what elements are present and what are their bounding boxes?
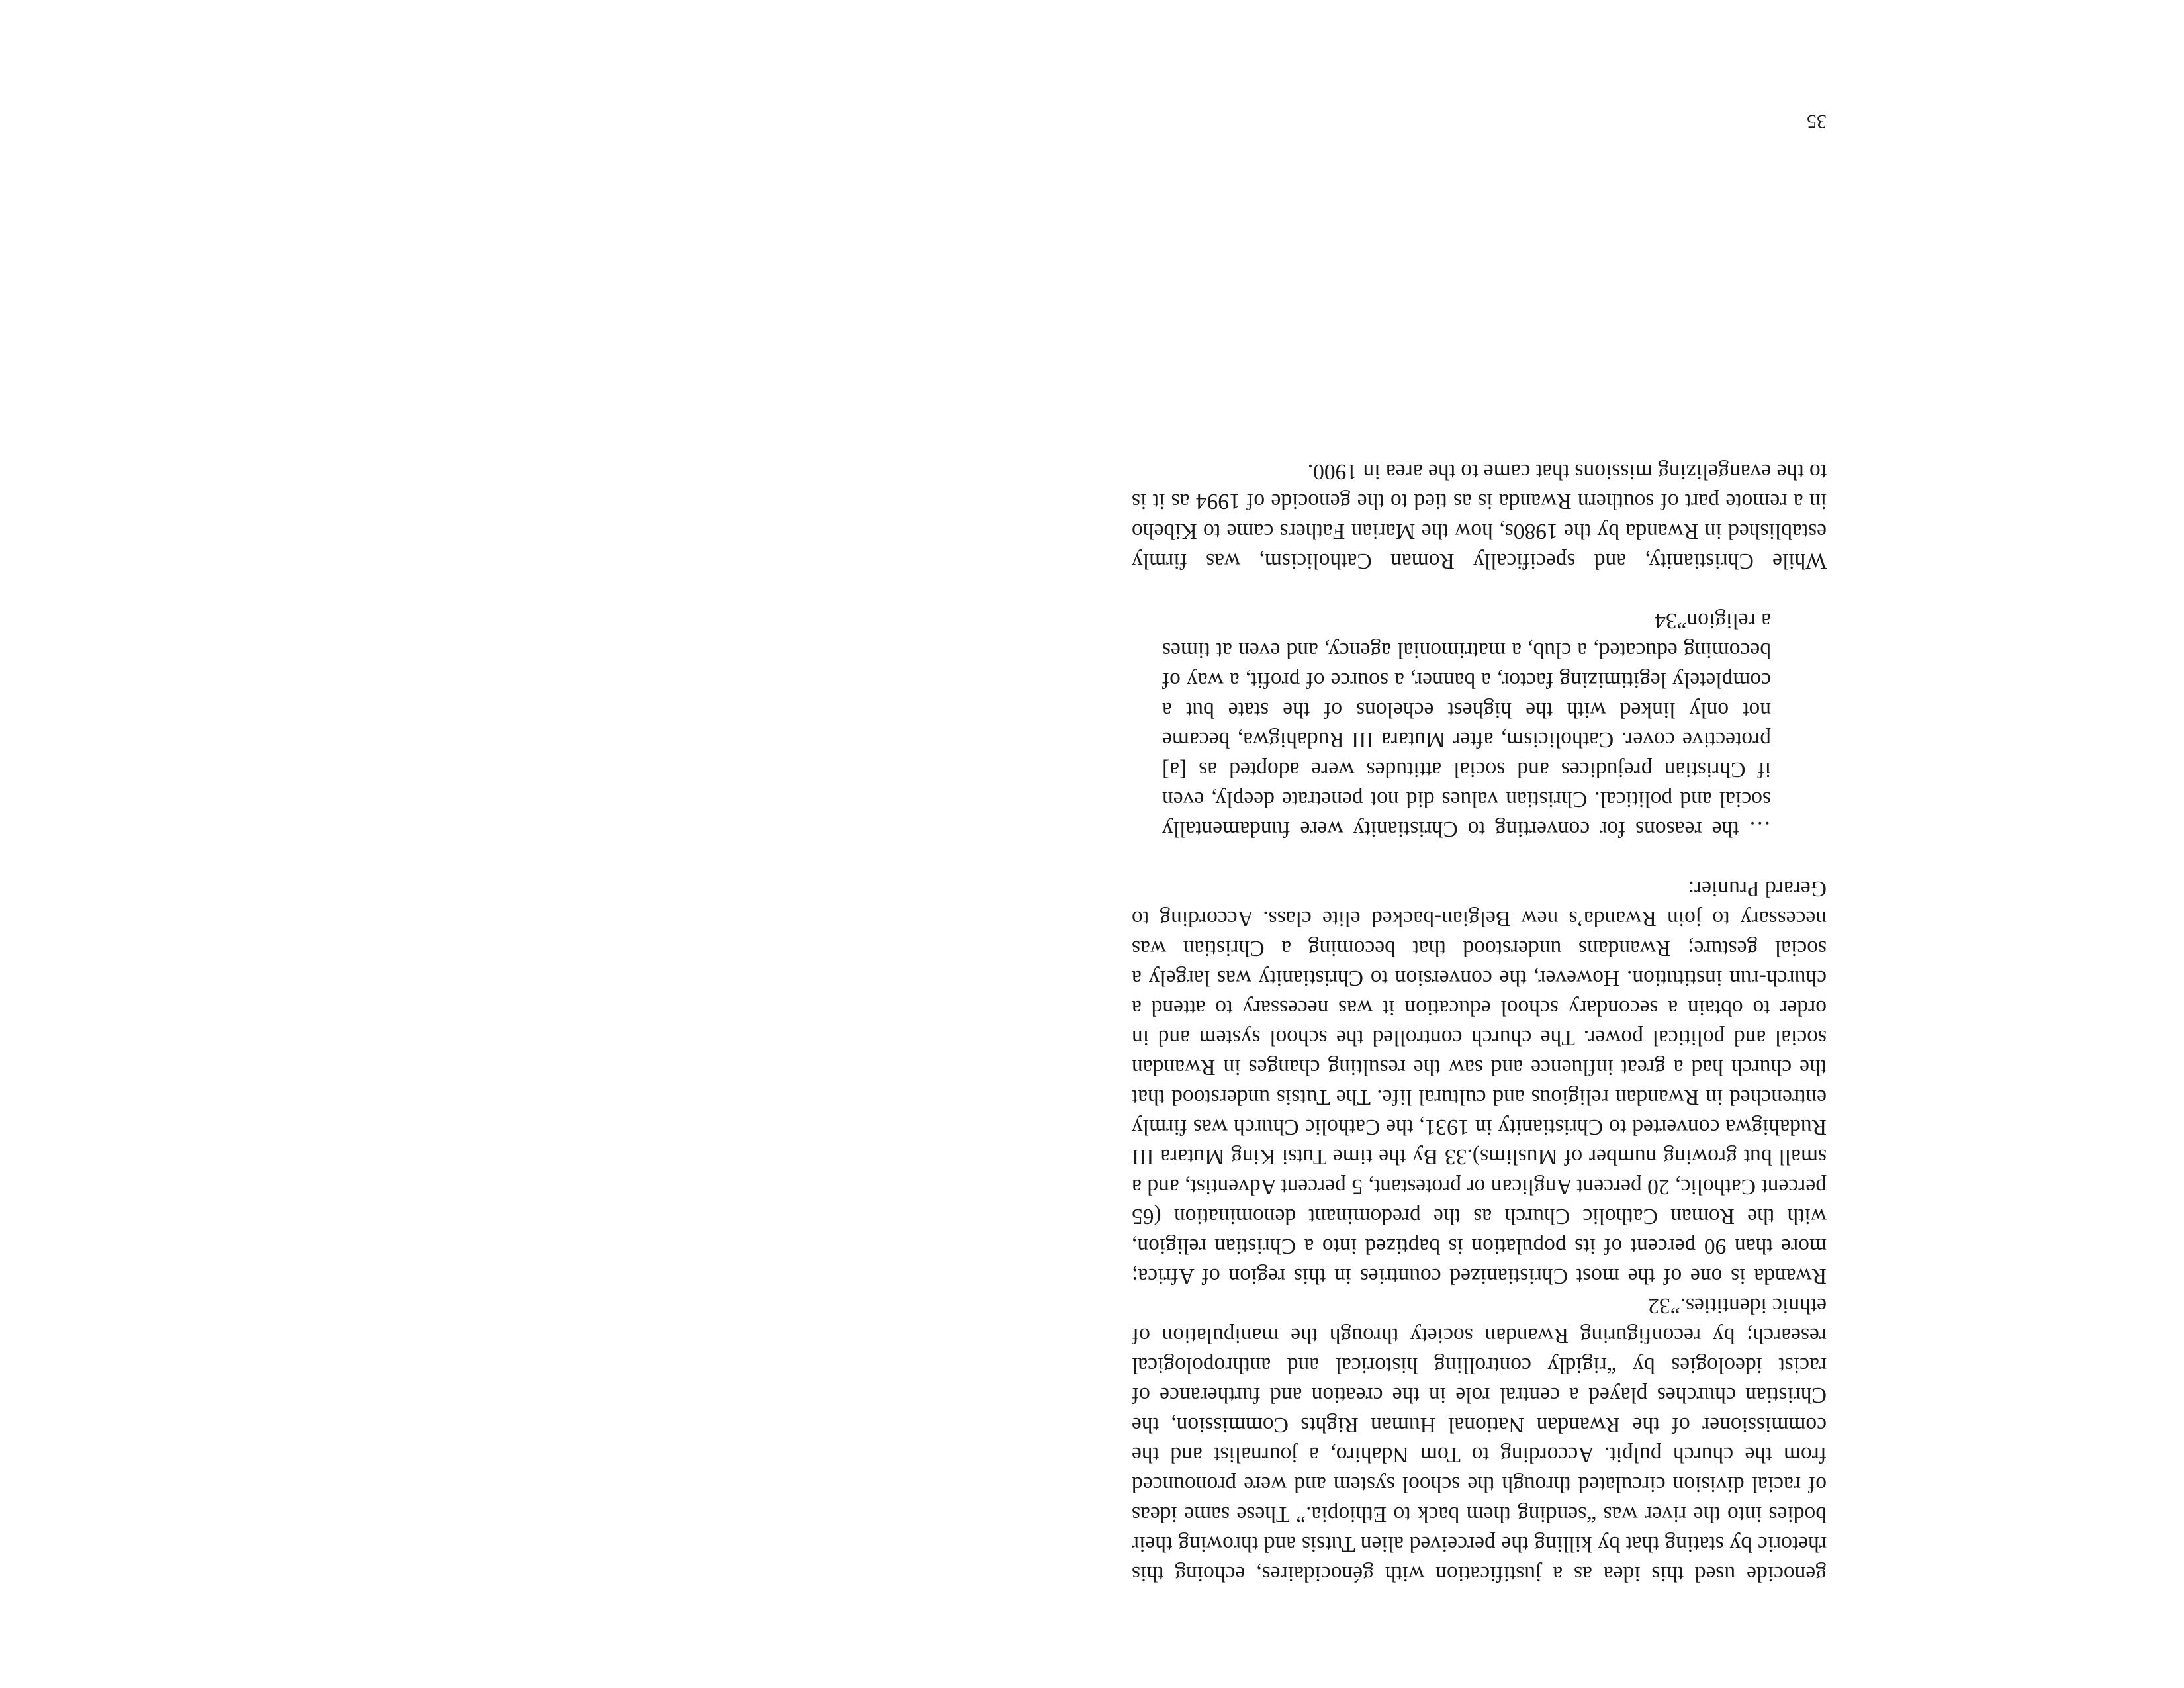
paragraph-2: Rwanda is one of the most Christianized countries in this region of Africa; more than 90 percent of its population is baptized into a Christian religion, with the Roman Catholic Church as the predominant denomination (65 percent Catholic, 20 percent Anglican or protestant, 5 percent Adventist, and a small but growing number of Muslims).33 By the time Tutsi King Mutara III Rudahigwa converted to Christianity in 1931, the Catholic Church was firmly entrenched in Rwandan religious and cultural life. The Tutsis understood that the church had a great influence and saw the resulting changes in Rwandan social and political power. The church controlled the school system and in order to obtain a secondary school education it was necessary to attend a church-run institution. However, the conversion to Christianity was largely a social gesture; Rwandans understood that becoming a Christian was necessary to join Rwanda’s new Belgian-backed elite class. According to Gerard Prunier: <box>1132 876 1827 1288</box>
page-number: 35 <box>1807 111 1827 132</box>
paragraph-1: genocide used this idea as a justification with génocidaires, echoing this rhetoric by stating that by killing the perceived alien Tutsis and throwing their bodies into the river was “sending them back to Ethiopia.” These same ideas of racial division circulated through the school system and were pronounced from the church pulpit. According to Tom Ndahiro, a journalist and the commissioner of the Rwandan National Human Rights Commission, the Christian churches played a central role in the creation and furtherance of racist ideologies by “rigidly controlling historical and anthropological research; by reconfiguring Rwandan society through the manipulation of ethnic identities.”32 <box>1132 1293 1827 1586</box>
text-column <box>1132 457 1827 1589</box>
block-quote-text: … the reasons for converting to Christianity were fundamentally social and political. Christian values did not penetrate deeply, even if Christian prejudices and social attitudes were adopted as [a] protective cover. Catholicism, after Mutara III Rudahigwa, became not only linked with the highest echelons of the state but a completely legitimizing factor, a banner, a source of profit, a way of becoming educated, a club, a matrimonial agency, and even at times a religion”34 <box>1162 608 1771 841</box>
paragraph-3: While Christianity, and specifically Roman Catholicism, was firmly established in Rwanda by the 1980s, how the Marian Fathers came to Kibeho in a remote part of southern Rwanda is as tied to the genocide of 1994 as it is to the evangelizing missions that came to the area in 1900. <box>1132 459 1827 573</box>
block-quote <box>1162 606 1771 844</box>
